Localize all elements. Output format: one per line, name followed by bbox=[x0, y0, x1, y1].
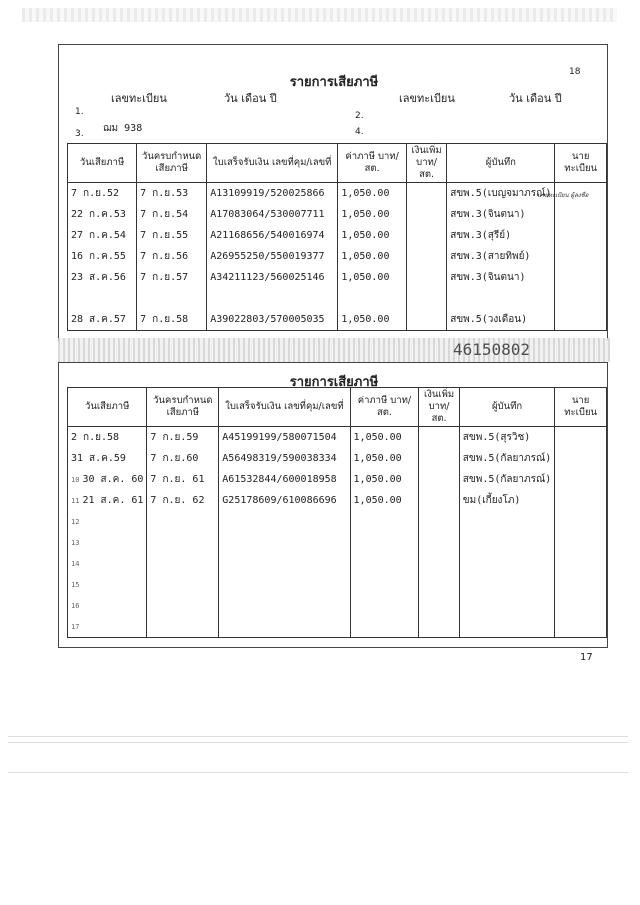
surcharge-cell bbox=[406, 309, 446, 331]
recorder-cell: สขพ.5(เบญจมาภรณ์) bbox=[447, 183, 555, 205]
due-date-cell bbox=[147, 511, 219, 532]
recorder-cell: สขพ.5(วงเดือน) bbox=[447, 309, 555, 331]
col-due-date: วันครบกำหนด เสียภาษี bbox=[147, 388, 219, 427]
amount-cell: 1,050.00 bbox=[350, 448, 419, 469]
receipt-cell: A56498319/590038334 bbox=[219, 448, 350, 469]
surcharge-cell bbox=[419, 427, 459, 449]
col-receipt: ใบเสร็จรับเงิน เลขที่คุม/เลขที่ bbox=[219, 388, 350, 427]
table-row bbox=[68, 427, 607, 449]
col-tax-amount: ค่าภาษี บาท/สต. bbox=[338, 144, 407, 183]
surcharge-cell bbox=[419, 448, 459, 469]
recorder-cell: สขพ.3(จินตนา) bbox=[447, 204, 555, 225]
amount-cell: 1,050.00 bbox=[338, 309, 407, 331]
receipt-cell: A39022803/570005035 bbox=[207, 309, 338, 331]
plate-number: ฌม 938 bbox=[103, 123, 143, 134]
due-date-cell: 7 ก.ย.60 bbox=[147, 448, 219, 469]
col-tax-date: วันเสียภาษี bbox=[68, 144, 137, 183]
upper-title: รายการเสียภาษี bbox=[289, 75, 379, 90]
receipt-cell bbox=[219, 511, 350, 532]
registrar-cell bbox=[555, 574, 607, 595]
receipt-cell bbox=[219, 532, 350, 553]
table-row bbox=[68, 183, 607, 205]
receipt-cell bbox=[219, 595, 350, 616]
table-row bbox=[68, 490, 607, 511]
reg-no-label-2: เลขทะเบียน bbox=[399, 92, 455, 105]
due-date-cell bbox=[147, 532, 219, 553]
recorder-cell: สขพ.5(กัลยาภรณ์) bbox=[459, 448, 555, 469]
receipt-cell: A13109919/520025866 bbox=[207, 183, 338, 205]
registrar-cell bbox=[555, 511, 607, 532]
tax-date-cell: 28 ส.ค.57 bbox=[68, 309, 137, 331]
due-date-cell: 7 ก.ย. 61 bbox=[147, 469, 219, 490]
due-date-cell bbox=[147, 553, 219, 574]
col-surcharge: เงินเพิ่ม บาท/สต. bbox=[406, 144, 446, 183]
registrar-cell bbox=[555, 490, 607, 511]
tax-date-cell bbox=[68, 574, 147, 595]
date-label: วัน เดือน ปี bbox=[224, 92, 277, 105]
tax-date-cell: 2 ก.ย.58 bbox=[68, 427, 147, 449]
receipt-cell bbox=[219, 616, 350, 638]
amount-cell bbox=[350, 511, 419, 532]
table-row bbox=[68, 595, 607, 616]
page-number-top: 18 bbox=[569, 67, 581, 77]
col-tax-date: วันเสียภาษี bbox=[68, 388, 147, 427]
table-row bbox=[68, 616, 607, 638]
amount-cell bbox=[350, 574, 419, 595]
row-number: 13 bbox=[71, 539, 80, 547]
receipt-cell: A61532844/600018958 bbox=[219, 469, 350, 490]
tax-date-cell bbox=[68, 469, 147, 490]
recorder-cell: ขม(เกี้ยงโภ) bbox=[459, 490, 555, 511]
tax-date-cell: 7 ก.ย.52 bbox=[68, 183, 137, 205]
lower-tax-table bbox=[67, 387, 607, 638]
surcharge-cell bbox=[419, 469, 459, 490]
registrar-cell bbox=[555, 288, 607, 309]
table-row bbox=[68, 309, 607, 331]
amount-cell bbox=[350, 616, 419, 638]
tax-date-text: 30 ส.ค. 60 bbox=[82, 474, 144, 485]
receipt-cell bbox=[207, 288, 338, 309]
col-tax-amount: ค่าภาษี บาท/สต. bbox=[350, 388, 419, 427]
surcharge-cell bbox=[419, 490, 459, 511]
scan-line bbox=[8, 742, 628, 743]
amount-cell bbox=[350, 532, 419, 553]
recorder-cell: สขพ.3(สุรีย์) bbox=[447, 225, 555, 246]
col-registrar: นายทะเบียน bbox=[555, 388, 607, 427]
recorder-cell: สขพ.3(จินตนา) bbox=[447, 267, 555, 288]
page-number-bottom: 17 bbox=[580, 652, 593, 663]
col-surcharge: เงินเพิ่ม บาท/สต. bbox=[419, 388, 459, 427]
row-number: 17 bbox=[71, 623, 80, 631]
table-row bbox=[68, 246, 607, 267]
due-date-cell bbox=[147, 616, 219, 638]
amount-cell bbox=[338, 288, 407, 309]
surcharge-cell bbox=[406, 267, 446, 288]
amount-cell: 1,050.00 bbox=[338, 246, 407, 267]
registrar-cell bbox=[555, 225, 607, 246]
lower-title: รายการเสียภาษี bbox=[289, 375, 379, 390]
scan-line bbox=[8, 736, 628, 737]
registrar-cell bbox=[555, 595, 607, 616]
registrar-cell bbox=[555, 204, 607, 225]
registrar-cell bbox=[555, 448, 607, 469]
upper-header-row bbox=[68, 144, 607, 183]
amount-cell: 1,050.00 bbox=[338, 183, 407, 205]
due-date-cell: 7 ก.ย.57 bbox=[137, 267, 207, 288]
surcharge-cell bbox=[419, 616, 459, 638]
registrar-cell bbox=[555, 309, 607, 331]
table-row bbox=[68, 511, 607, 532]
amount-cell: 1,050.00 bbox=[350, 469, 419, 490]
recorder-cell bbox=[459, 616, 555, 638]
due-date-cell bbox=[147, 574, 219, 595]
registrar-cell bbox=[555, 553, 607, 574]
registrar-cell bbox=[555, 427, 607, 449]
recorder-cell: สขพ.5(กัลยาภรณ์) bbox=[459, 469, 555, 490]
due-date-cell: 7 ก.ย.54 bbox=[137, 204, 207, 225]
table-row bbox=[68, 574, 607, 595]
row-2-number: 2. bbox=[355, 111, 364, 121]
recorder-cell bbox=[459, 511, 555, 532]
receipt-cell bbox=[219, 574, 350, 595]
tax-date-text: 21 ส.ค. 61 bbox=[82, 495, 144, 506]
due-date-cell: 7 ก.ย. 62 bbox=[147, 490, 219, 511]
receipt-cell bbox=[219, 553, 350, 574]
due-date-cell: 7 ก.ย.58 bbox=[137, 309, 207, 331]
recorder-cell: สขพ.3(สายทิพย์) bbox=[447, 246, 555, 267]
col-receipt: ใบเสร็จรับเงิน เลขที่คุม/เลขที่ bbox=[207, 144, 338, 183]
receipt-cell: A34211123/560025146 bbox=[207, 267, 338, 288]
tax-date-cell bbox=[68, 595, 147, 616]
tax-date-cell: 23 ส.ค.56 bbox=[68, 267, 137, 288]
row-1-number: 1. bbox=[75, 107, 84, 117]
surcharge-cell bbox=[419, 553, 459, 574]
amount-cell: 1,050.00 bbox=[338, 267, 407, 288]
table-row bbox=[68, 532, 607, 553]
surcharge-cell bbox=[419, 511, 459, 532]
recorder-cell bbox=[459, 532, 555, 553]
table-row bbox=[68, 267, 607, 288]
col-due-date: วันครบกำหนด เสียภาษี bbox=[137, 144, 207, 183]
recorder-cell bbox=[459, 595, 555, 616]
receipt-cell: A45199199/580071504 bbox=[219, 427, 350, 449]
tax-date-cell: 16 ก.ค.55 bbox=[68, 246, 137, 267]
tax-date-cell bbox=[68, 532, 147, 553]
receipt-cell: A21168656/540016974 bbox=[207, 225, 338, 246]
receipt-cell: A17083064/530007711 bbox=[207, 204, 338, 225]
registrar-cell bbox=[555, 532, 607, 553]
registrar-cell bbox=[555, 469, 607, 490]
amount-cell: 1,050.00 bbox=[350, 490, 419, 511]
col-registrar: นายทะเบียน bbox=[555, 144, 607, 183]
surcharge-cell bbox=[406, 246, 446, 267]
receipt-cell: A26955250/550019377 bbox=[207, 246, 338, 267]
tax-date-cell bbox=[68, 511, 147, 532]
row-number: 10 bbox=[71, 476, 80, 484]
torn-overlap-strip bbox=[58, 338, 610, 362]
tax-date-cell: 31 ส.ค.59 bbox=[68, 448, 147, 469]
surcharge-cell bbox=[419, 532, 459, 553]
surcharge-cell bbox=[406, 225, 446, 246]
amount-cell: 1,050.00 bbox=[338, 225, 407, 246]
recorder-cell bbox=[459, 553, 555, 574]
amount-cell bbox=[350, 553, 419, 574]
upper-tax-table bbox=[67, 143, 607, 331]
lower-header-row bbox=[68, 388, 607, 427]
surcharge-cell bbox=[419, 595, 459, 616]
row-number: 14 bbox=[71, 560, 80, 568]
due-date-cell bbox=[147, 595, 219, 616]
tax-record-lower bbox=[58, 362, 608, 648]
surcharge-cell bbox=[406, 288, 446, 309]
reg-no-label: เลขทะเบียน bbox=[111, 92, 167, 105]
amount-cell: 1,050.00 bbox=[338, 204, 407, 225]
due-date-cell: 7 ก.ย.55 bbox=[137, 225, 207, 246]
scan-noise-top bbox=[22, 8, 617, 22]
table-row bbox=[68, 204, 607, 225]
registrar-stamp: นายทะเบียน ผู้ลงชื่อ bbox=[537, 192, 589, 199]
stamped-number: 46150802 bbox=[453, 340, 531, 359]
tax-date-cell bbox=[68, 616, 147, 638]
row-3-number: 3. bbox=[75, 129, 84, 139]
table-row bbox=[68, 448, 607, 469]
surcharge-cell bbox=[419, 574, 459, 595]
tax-date-cell: 27 ก.ค.54 bbox=[68, 225, 137, 246]
row-number: 11 bbox=[71, 497, 80, 505]
due-date-cell: 7 ก.ย.53 bbox=[137, 183, 207, 205]
scan-line bbox=[8, 772, 628, 773]
due-date-cell: 7 ก.ย.59 bbox=[147, 427, 219, 449]
table-row bbox=[68, 225, 607, 246]
amount-cell bbox=[350, 595, 419, 616]
due-date-cell bbox=[137, 288, 207, 309]
tax-record-upper bbox=[58, 44, 608, 341]
date-label-2: วัน เดือน ปี bbox=[509, 92, 562, 105]
tax-date-cell bbox=[68, 288, 137, 309]
amount-cell: 1,050.00 bbox=[350, 427, 419, 449]
table-row bbox=[68, 553, 607, 574]
row-number: 16 bbox=[71, 602, 80, 610]
table-row bbox=[68, 469, 607, 490]
col-recorder: ผู้บันทึก bbox=[447, 144, 555, 183]
recorder-cell bbox=[447, 288, 555, 309]
row-4-number: 4. bbox=[355, 127, 364, 137]
table-row bbox=[68, 288, 607, 309]
col-recorder: ผู้บันทึก bbox=[459, 388, 555, 427]
tax-date-cell bbox=[68, 490, 147, 511]
receipt-cell: G25178609/610086696 bbox=[219, 490, 350, 511]
recorder-cell: สขพ.5(สุรวิช) bbox=[459, 427, 555, 449]
surcharge-cell bbox=[406, 204, 446, 225]
row-number: 12 bbox=[71, 518, 80, 526]
tax-date-cell: 22 ก.ค.53 bbox=[68, 204, 137, 225]
row-number: 15 bbox=[71, 581, 80, 589]
registrar-cell bbox=[555, 267, 607, 288]
registrar-cell bbox=[555, 616, 607, 638]
due-date-cell: 7 ก.ย.56 bbox=[137, 246, 207, 267]
tax-date-cell bbox=[68, 553, 147, 574]
recorder-cell bbox=[459, 574, 555, 595]
registrar-cell bbox=[555, 246, 607, 267]
surcharge-cell bbox=[406, 183, 446, 205]
